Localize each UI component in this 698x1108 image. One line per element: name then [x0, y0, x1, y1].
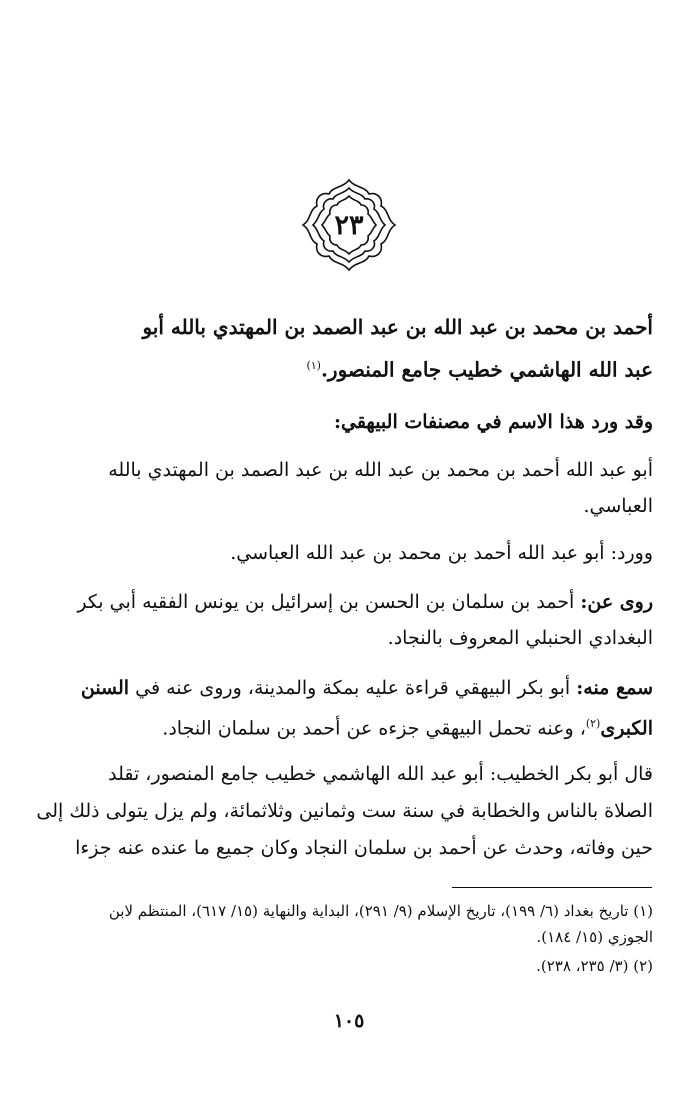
samia-text: أبو بكر البيهقي قراءة عليه بمكة والمدينة، وروى عنه في — [129, 677, 577, 699]
heading-line-2-text: عبد الله الهاشمي خطيب جامع المنصور. — [320, 357, 653, 382]
khatib-line-3: حين وفاته، وحدث عن أحمد بن سلمان النجاد وكان جميع ما عنده عنه جزءا — [75, 837, 653, 859]
khatib-line-2: الصلاة بالناس والخطابة في سنة ست وثمانين وثلاثمائة، ولم يزل يتولى ذلك إلى — [36, 800, 653, 822]
khatib-line-1: قال أبو بكر الخطيب: أبو عبد الله الهاشمي خطيب جامع المنصور، تقلد — [108, 763, 653, 785]
subheading: وقد ورد هذا الاسم في مصنفات البيهقي: — [333, 411, 653, 433]
sunan-word: السنن — [80, 677, 130, 699]
samia-line-2-text: ، وعنه تحمل البيهقي جزءه عن أحمد بن سلمان النجاد. — [162, 717, 586, 740]
kubra-word: الكبرى — [600, 717, 653, 740]
footnote-ref-2: (٢) — [585, 717, 601, 730]
warad-line: وورد: أبو عبد الله أحمد بن محمد بن عبد الله العباسي. — [230, 542, 653, 564]
samia-label: سمع منه: — [576, 677, 653, 699]
samia-line-2 — [162, 710, 653, 740]
name-line-1: أبو عبد الله أحمد بن محمد بن عبد الله بن عبد الصمد بن المهتدي بالله — [108, 459, 653, 481]
name-line-2: العباسي. — [583, 495, 653, 517]
footnote-1-line-1: (١) تاريخ بغداد (٦/ ١٩٩)، تاريخ الإسلام (٩/ ٢٩١)، البداية والنهاية (١٥/ ٦١٧)، المنتظم لابن — [108, 902, 653, 920]
footnote-2: (٢) (٣/ ٢٣٥، ٢٣٨). — [536, 957, 653, 975]
chapter-number: ٢٣ — [334, 209, 364, 241]
samia-line-1 — [81, 674, 653, 704]
footnote-1-line-2: الجوزي (١٥/ ١٨٤). — [536, 928, 653, 946]
heading-line-2 — [306, 352, 653, 382]
rawa-label: روى عن: — [580, 591, 653, 613]
heading-line-1: أحمد بن محمد بن عبد الله بن عبد الصمد بن المهتدي بالله أبو — [142, 315, 653, 339]
page-number: ١٠٥ — [333, 1010, 365, 1032]
rawa-line-2: البغدادي الحنبلي المعروف بالنجاد. — [387, 627, 653, 649]
chapter-ornament — [299, 176, 399, 274]
footnote-ref-1: (١) — [306, 359, 321, 372]
footnote-divider — [452, 887, 652, 888]
rawa-text: أحمد بن سلمان بن الحسن بن إسرائيل بن يونس الفقيه أبي بكر — [77, 591, 581, 613]
rawa-line-1 — [77, 588, 653, 618]
